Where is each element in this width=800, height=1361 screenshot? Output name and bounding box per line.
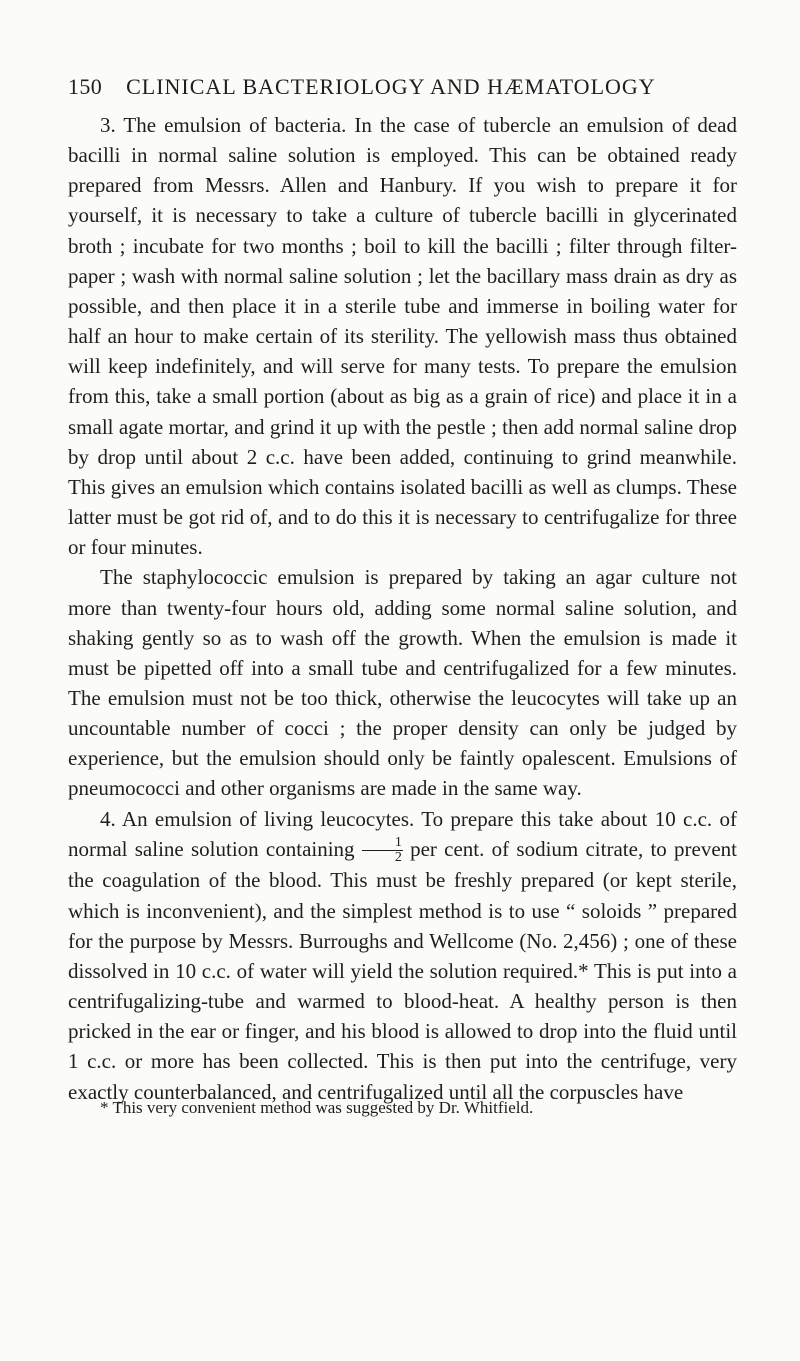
paragraph-emulsion-of-bacteria: 3. The emulsion of bacteria. In the case of tubercle an emulsion of dead bacilli in normal saline solution is employed. This can be obtained ready prepared from Messrs. Allen and Hanbury. If you wish to prepare it for yourself, it is necessary to take a culture of tubercle bacilli in glycerinated broth ; incubate for two months ; boil to kill the bacilli ; filter through filter-paper ; wash with normal saline solution ; let the bacillary mass drain as dry as possible, and then place it in a sterile tube and immerse in boiling water for half an hour to make certain of its sterility. The yellowish mass thus obtained will keep indefinitely, and will serve for many tests. To prepare the emulsion from this, take a small portion (about as big as a grain of rice) and place it in a small agate mortar, and grind it up with the pestle ; then add normal saline drop by drop until about 2 c.c. have been added, continuing to grind meanwhile. This gives an emulsion which contains isolated bacilli as well as clumps. These latter must be got rid of, and to do this it is necessary to centrifugalize for three or four minutes. (68, 113, 737, 560)
running-title: CLINICAL BACTERIOLOGY AND HÆMATOLOGY (126, 74, 656, 99)
body-text (68, 110, 737, 1107)
fraction-numerator: 1 (362, 836, 403, 851)
footnote: * This very convenient method was suggested by Dr. Whitfield. (100, 1098, 534, 1117)
para4-text-start: 4. An emulsion of living leucocytes. To prepare this take about 10 c.c. of normal saline solution containing (68, 806, 737, 861)
paragraph-staphylococcic-emulsion: The staphylococcic emulsion is prepared by taking an agar culture not more than twenty-four hours old, adding some normal saline solution, and shaking gently so as to wash off the growth. When the emulsion is made it must be pipetted off into a small tube and centrifugalized for a few minutes. The emulsion must not be too thick, otherwise the leucocytes will take up an uncountable number of cocci ; the proper density can only be judged by experience, but the emulsion should only be faintly opalescent. Emulsions of pneumococci and other organisms are made in the same way. (68, 565, 737, 801)
fraction-denominator: 2 (394, 850, 402, 866)
half-fraction (362, 836, 403, 865)
para4-text-end: per cent. of sodium citrate, to prevent the coagulation of the blood. This must be freshly prepared (or kept sterile, which is inconvenient), and the simplest method is to use “ soloids ” prepared for the purpose by Messrs. Burroughs and Wellcome (No. 2,456) ; one of these dissolved in 10 c.c. of water will yield the solution required.* This is put into a centrifugalizing-tube and warmed to blood-heat. A healthy person is then pricked in the ear or finger, and his blood is allowed to drop into the fluid until 1 c.c. or more has been collected. This is then put into the centrifuge, very exactly counterbalanced, and centrifugalized until all the corpuscles have (68, 836, 738, 1104)
page-number: 150 (68, 74, 103, 99)
paragraph-emulsion-of-leucocytes (68, 804, 737, 1107)
page-header (68, 74, 738, 100)
